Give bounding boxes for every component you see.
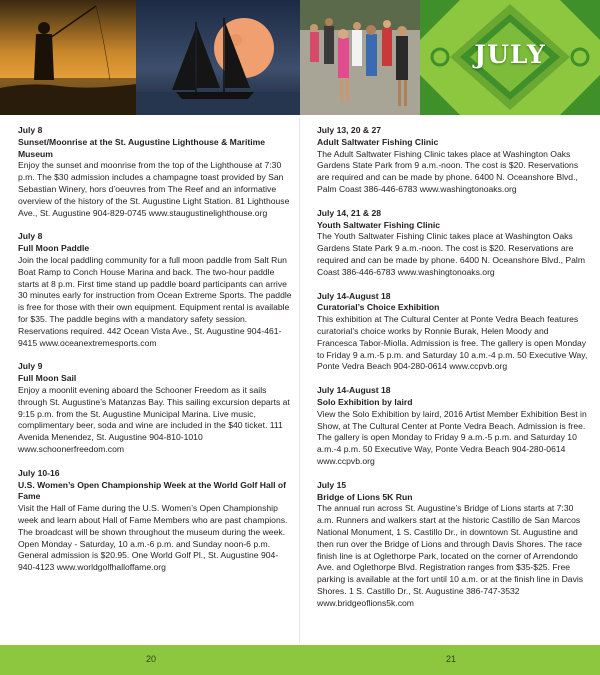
event-item bbox=[317, 125, 591, 196]
event-title: Sunset/Moonrise at the St. Augustine Lighthouse & Maritime Museum bbox=[18, 136, 266, 159]
event-description: Enjoy a moonlit evening aboard the Schooner Freedom as it sails through St. Augustine’s Matanzas Bay. This sailing excursion departs at 9:15 p.m. from the St. Augustine Municipal Marina. Live music, complimentary beer, soda and wine are included in the $40 ticket. 111 Avenida Menendez, St. Augustine 904-810-1010 www.schoonerfreedom.com bbox=[18, 384, 290, 454]
event-item bbox=[18, 468, 292, 574]
event-title: Youth Saltwater Fishing Clinic bbox=[317, 219, 441, 230]
event-description: This exhibition at The Cultural Center at Ponte Vedra Beach features curatorial’s choice works by Ronnie Burak, Helen Moody and Francesca Tabor-Miolla. Admission is free. The gallery is open Monday to Friday 9 a.m.-5 p.m. and Saturday 10 a.m.-4 p.m. 50 Executive Way, Ponte Vedra Beach 904-280-0614 www.ccpvb.org bbox=[317, 314, 588, 372]
event-description: Join the local paddling community for a full moon paddle from Salt Run Boat Ramp to Conch House Marina and back. The two-hour paddle starts at 8 p.m. First time stand up paddle board participants can arrive 30 minutes early for instruction from Ocean Extreme Sports. The paddle is free for those with their own equipment. Equipment rental is available for $35. The paddle begins with a mandatory safety session. Reservations required. 442 Ocean Vista Ave., St. Augustine 904-461-9415 www.oceanextremesports.com bbox=[18, 254, 292, 348]
right-column bbox=[317, 125, 591, 621]
event-date: July 8 bbox=[18, 125, 43, 135]
event-date: July 14, 21 & 28 bbox=[317, 207, 382, 218]
fisherman-sunset-photo bbox=[0, 0, 136, 115]
event-title: Bridge of Lions 5K Run bbox=[317, 491, 413, 502]
event-date: July 13, 20 & 27 bbox=[317, 125, 382, 135]
event-title: Curatorial’s Choice Exhibition bbox=[317, 302, 440, 313]
page-number-left: 20 bbox=[146, 654, 157, 664]
event-description: Visit the Hall of Fame during the U.S. Women’s Open Championship week and learn about Hall of Fame Members who are past champions. The broadcast will be shown throughout the museum during the week. Open Monday - Saturday, 10 a.m.-6 p.m. and Sunday noon-6 p.m. General admission is $20.95. One World Golf Pl., St. Augustine 904-940-4123 www.worldgolfhalloffame.org bbox=[18, 503, 288, 573]
july-banner bbox=[420, 0, 600, 115]
event-title: Adult Saltwater Fishing Clinic bbox=[317, 136, 439, 147]
event-title: Full Moon Paddle bbox=[18, 243, 90, 254]
event-description: View the Solo Exhibition by laird, 2016 Artist Member Exhibition Best in Show, at The Cultural Center at Ponte Vedra Beach. Admission is free. The gallery is open Monday to Friday 9 a.m.-5 p.m. and Saturday 10 a.m.-4 p.m. 50 Executive Way, Ponte Vedra Beach 904-280-0614 www.ccpvb.org bbox=[317, 408, 587, 466]
page-number-right: 21 bbox=[446, 654, 457, 664]
event-date: July 14-August 18 bbox=[317, 290, 391, 301]
event-date: July 15 bbox=[317, 479, 347, 490]
event-date: July 9 bbox=[18, 361, 43, 372]
event-item bbox=[317, 291, 591, 374]
event-description: The Adult Saltwater Fishing Clinic takes place at Washington Oaks Gardens State Park from 9 a.m.-noon. The cost is $20. Reservations are required and can be made by phone. 6400 N. Oceanshore Blvd., Palm Coast 386-446-6783 www.washingtonoaks.org bbox=[317, 148, 579, 194]
event-item bbox=[317, 480, 591, 610]
event-date: July 8 bbox=[18, 231, 43, 242]
footer-bar bbox=[0, 645, 600, 675]
event-title: Full Moon Sail bbox=[18, 373, 77, 384]
event-description: Enjoy the sunset and moonrise from the top of the Lighthouse at 7:30 p.m. The $30 admission includes a champagne toast provided by San Sebastian Winery, hors d’oeuvres from The Reef and an informative overview of the history of the St. Augustine Light Station. 81 Lighthouse Ave., St. Augustine 904-829-0745 www.staugustinelighthouse.org bbox=[18, 160, 290, 218]
event-description: The annual run across St. Augustine’s Bridge of Lions starts at 7:30 a.m. Runners and walkers start at the historic Castillo de San Marcos National Monument, 1 S. Castillo Dr., in downtown St. Augustine and then run over the Bridge of Lions and through Davis Shores. The race finish line is at Oglethorpe Park, located on the corner of Arrendondo Ave. and Oglethorpe Blvd. Registration ranges from $35-$25. Free parking is available at the fort until 10 a.m. or at the finish line in Davis Shores. 1 S. Castillo Dr., St. Augustine 386-747-3532 www.bridgeoflions5k.com bbox=[317, 503, 584, 608]
event-item bbox=[18, 125, 292, 219]
event-title: U.S. Women’s Open Championship Week at the World Golf Hall of Fame bbox=[18, 479, 287, 502]
event-item bbox=[18, 361, 292, 455]
event-title: Solo Exhibition by laird bbox=[317, 396, 413, 407]
event-item bbox=[317, 208, 591, 279]
event-item bbox=[317, 385, 591, 468]
event-description: The Youth Saltwater Fishing Clinic takes place at Washington Oaks Gardens State Park 9 a.m.-noon. The cost is $20. Reservations are required and can be made by phone. 6400 N. Oceanshore Blvd., Palm Coast 386-446-6783 www.washingtonoaks.org bbox=[317, 231, 586, 277]
event-item bbox=[18, 231, 292, 349]
month-label: JULY bbox=[474, 40, 546, 69]
event-date: July 14-August 18 bbox=[317, 385, 391, 396]
moon-schooner-photo bbox=[136, 0, 300, 115]
event-date: July 10-16 bbox=[18, 467, 60, 478]
column-gutter bbox=[299, 118, 300, 643]
left-column bbox=[18, 125, 292, 586]
bridge-runners-photo bbox=[300, 0, 420, 115]
